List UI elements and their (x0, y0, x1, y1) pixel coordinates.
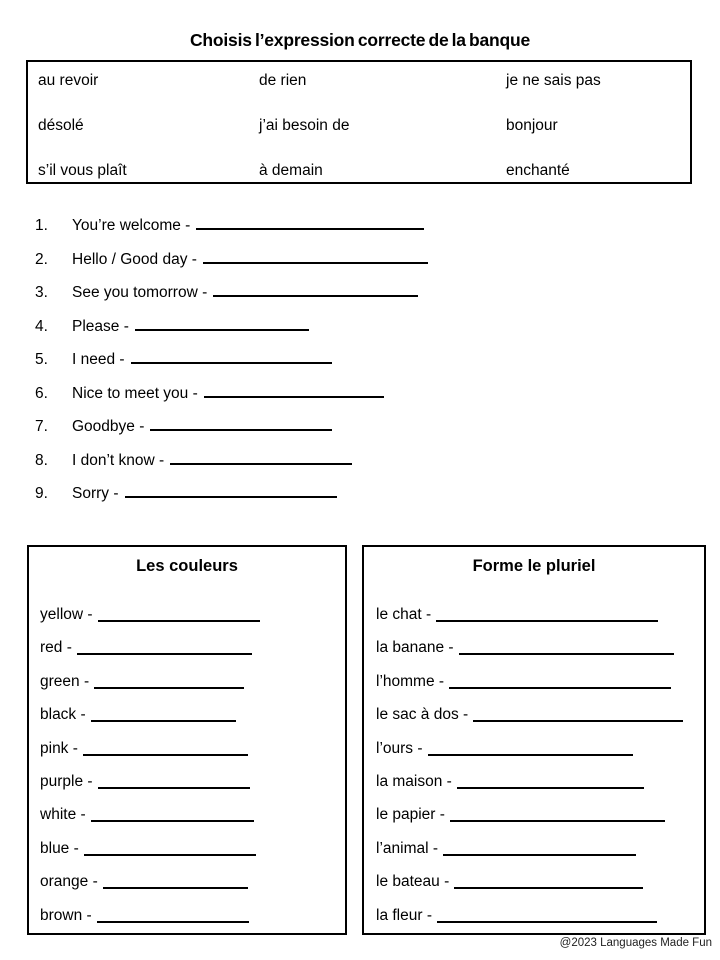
list-item (40, 739, 339, 772)
item-label: See you tomorrow - (72, 284, 208, 301)
answer-blank-line (94, 675, 244, 689)
answer-blank-line (437, 909, 657, 923)
item-number: 7. (35, 418, 48, 435)
word-bank-term: à demain (259, 162, 323, 179)
answer-blank-line (457, 775, 644, 789)
list-item (40, 605, 339, 638)
word-bank-term: enchanté (506, 162, 570, 179)
item-label: l’animal - (376, 839, 439, 857)
item-label: purple - (40, 772, 93, 790)
word-bank-box (26, 60, 692, 184)
answer-blank-line (150, 417, 332, 431)
list-item (40, 672, 339, 705)
list-item (376, 672, 698, 705)
answer-blank-line (135, 317, 309, 331)
item-label: le bateau - (376, 873, 450, 891)
item-label: pink - (40, 739, 78, 757)
answer-blank-line (203, 250, 428, 264)
word-bank-term: au revoir (38, 72, 99, 89)
item-label: la maison - (376, 772, 452, 790)
answer-blank-line (77, 641, 252, 655)
item-number: 8. (35, 451, 48, 469)
plural-exercise-box (362, 545, 706, 935)
list-item (35, 451, 428, 485)
answer-blank-line (98, 775, 250, 789)
item-label: red - (40, 639, 72, 657)
item-number: 4. (35, 317, 48, 335)
word-bank-term: de rien (259, 72, 307, 89)
answer-blank-line (449, 675, 671, 689)
item-label: orange - (40, 873, 98, 891)
list-item (40, 805, 339, 838)
item-number: 9. (35, 485, 48, 502)
word-bank-term: s’il vous plaît (38, 162, 127, 179)
item-label: la banane - (376, 639, 454, 657)
list-item (376, 872, 698, 905)
item-label: blue - (40, 839, 79, 857)
answer-blank-line (204, 384, 384, 398)
list-item (40, 772, 339, 805)
answer-blank-line (91, 708, 236, 722)
list-item (40, 638, 339, 671)
list-item (35, 384, 428, 418)
list-item (376, 772, 698, 805)
answer-blank-line (196, 216, 424, 230)
list-item (40, 705, 339, 738)
answer-blank-line (97, 909, 249, 923)
word-bank-term: j’ai besoin de (259, 117, 350, 134)
answer-blank-line (443, 842, 636, 856)
list-item (376, 805, 698, 838)
list-item (376, 739, 698, 772)
list-item (376, 605, 698, 638)
list-item (376, 705, 698, 738)
matching-exercise-list (35, 216, 428, 518)
answer-blank-line (131, 350, 332, 364)
item-label: black - (40, 706, 86, 724)
answer-blank-line (428, 742, 633, 756)
list-item (40, 839, 339, 872)
item-label: le chat - (376, 606, 432, 623)
item-number: 3. (35, 284, 48, 301)
item-label: l’homme - (376, 672, 445, 690)
list-item (35, 250, 428, 284)
copyright-footer: @2023 Languages Made Fun (559, 937, 712, 949)
item-label: Sorry - (72, 485, 119, 502)
item-label: Nice to meet you - (72, 384, 198, 402)
item-number: 1. (35, 217, 48, 234)
word-bank-term: bonjour (506, 117, 558, 134)
item-label: yellow - (40, 606, 93, 623)
colors-item-list (40, 605, 339, 939)
list-item (35, 317, 428, 351)
answer-blank-line (125, 484, 337, 498)
plural-box-title: Forme le pluriel (472, 557, 596, 575)
word-bank-term: désolé (38, 117, 84, 134)
answer-blank-line (83, 742, 248, 756)
item-label: white - (40, 806, 86, 824)
list-item (35, 216, 428, 250)
item-label: green - (40, 672, 90, 690)
answer-blank-line (450, 808, 665, 822)
item-label: Goodbye - (72, 418, 145, 435)
plural-item-list (376, 605, 698, 939)
answer-blank-line (213, 283, 418, 297)
list-item (35, 350, 428, 384)
answer-blank-line (473, 708, 683, 722)
item-number: 5. (35, 351, 48, 368)
item-number: 2. (35, 250, 48, 268)
answer-blank-line (103, 875, 248, 889)
answer-blank-line (459, 641, 674, 655)
item-label: You’re welcome - (72, 217, 191, 234)
item-label: Please - (72, 317, 129, 335)
item-number: 6. (35, 384, 48, 402)
colors-exercise-box (27, 545, 347, 935)
list-item (35, 283, 428, 317)
item-label: la fleur - (376, 906, 432, 924)
list-item (376, 906, 698, 939)
item-label: I need - (72, 351, 125, 368)
colors-box-title: Les couleurs (136, 557, 238, 575)
list-item (40, 872, 339, 905)
word-bank-term: je ne sais pas (506, 72, 601, 89)
answer-blank-line (91, 808, 254, 822)
item-label: le sac à dos - (376, 706, 469, 724)
answer-blank-line (454, 875, 643, 889)
list-item (376, 638, 698, 671)
list-item (376, 839, 698, 872)
list-item (40, 906, 339, 939)
answer-blank-line (98, 608, 260, 622)
answer-blank-line (84, 842, 256, 856)
item-label: brown - (40, 906, 92, 924)
answer-blank-line (170, 451, 352, 465)
list-item (35, 484, 428, 518)
item-label: Hello / Good day - (72, 250, 197, 268)
answer-blank-line (436, 608, 658, 622)
worksheet-title: Choisis l’expression correcte de la banque (189, 30, 531, 50)
item-label: le papier - (376, 806, 445, 824)
item-label: l’ours - (376, 739, 423, 757)
list-item (35, 417, 428, 451)
item-label: I don’t know - (72, 451, 165, 469)
